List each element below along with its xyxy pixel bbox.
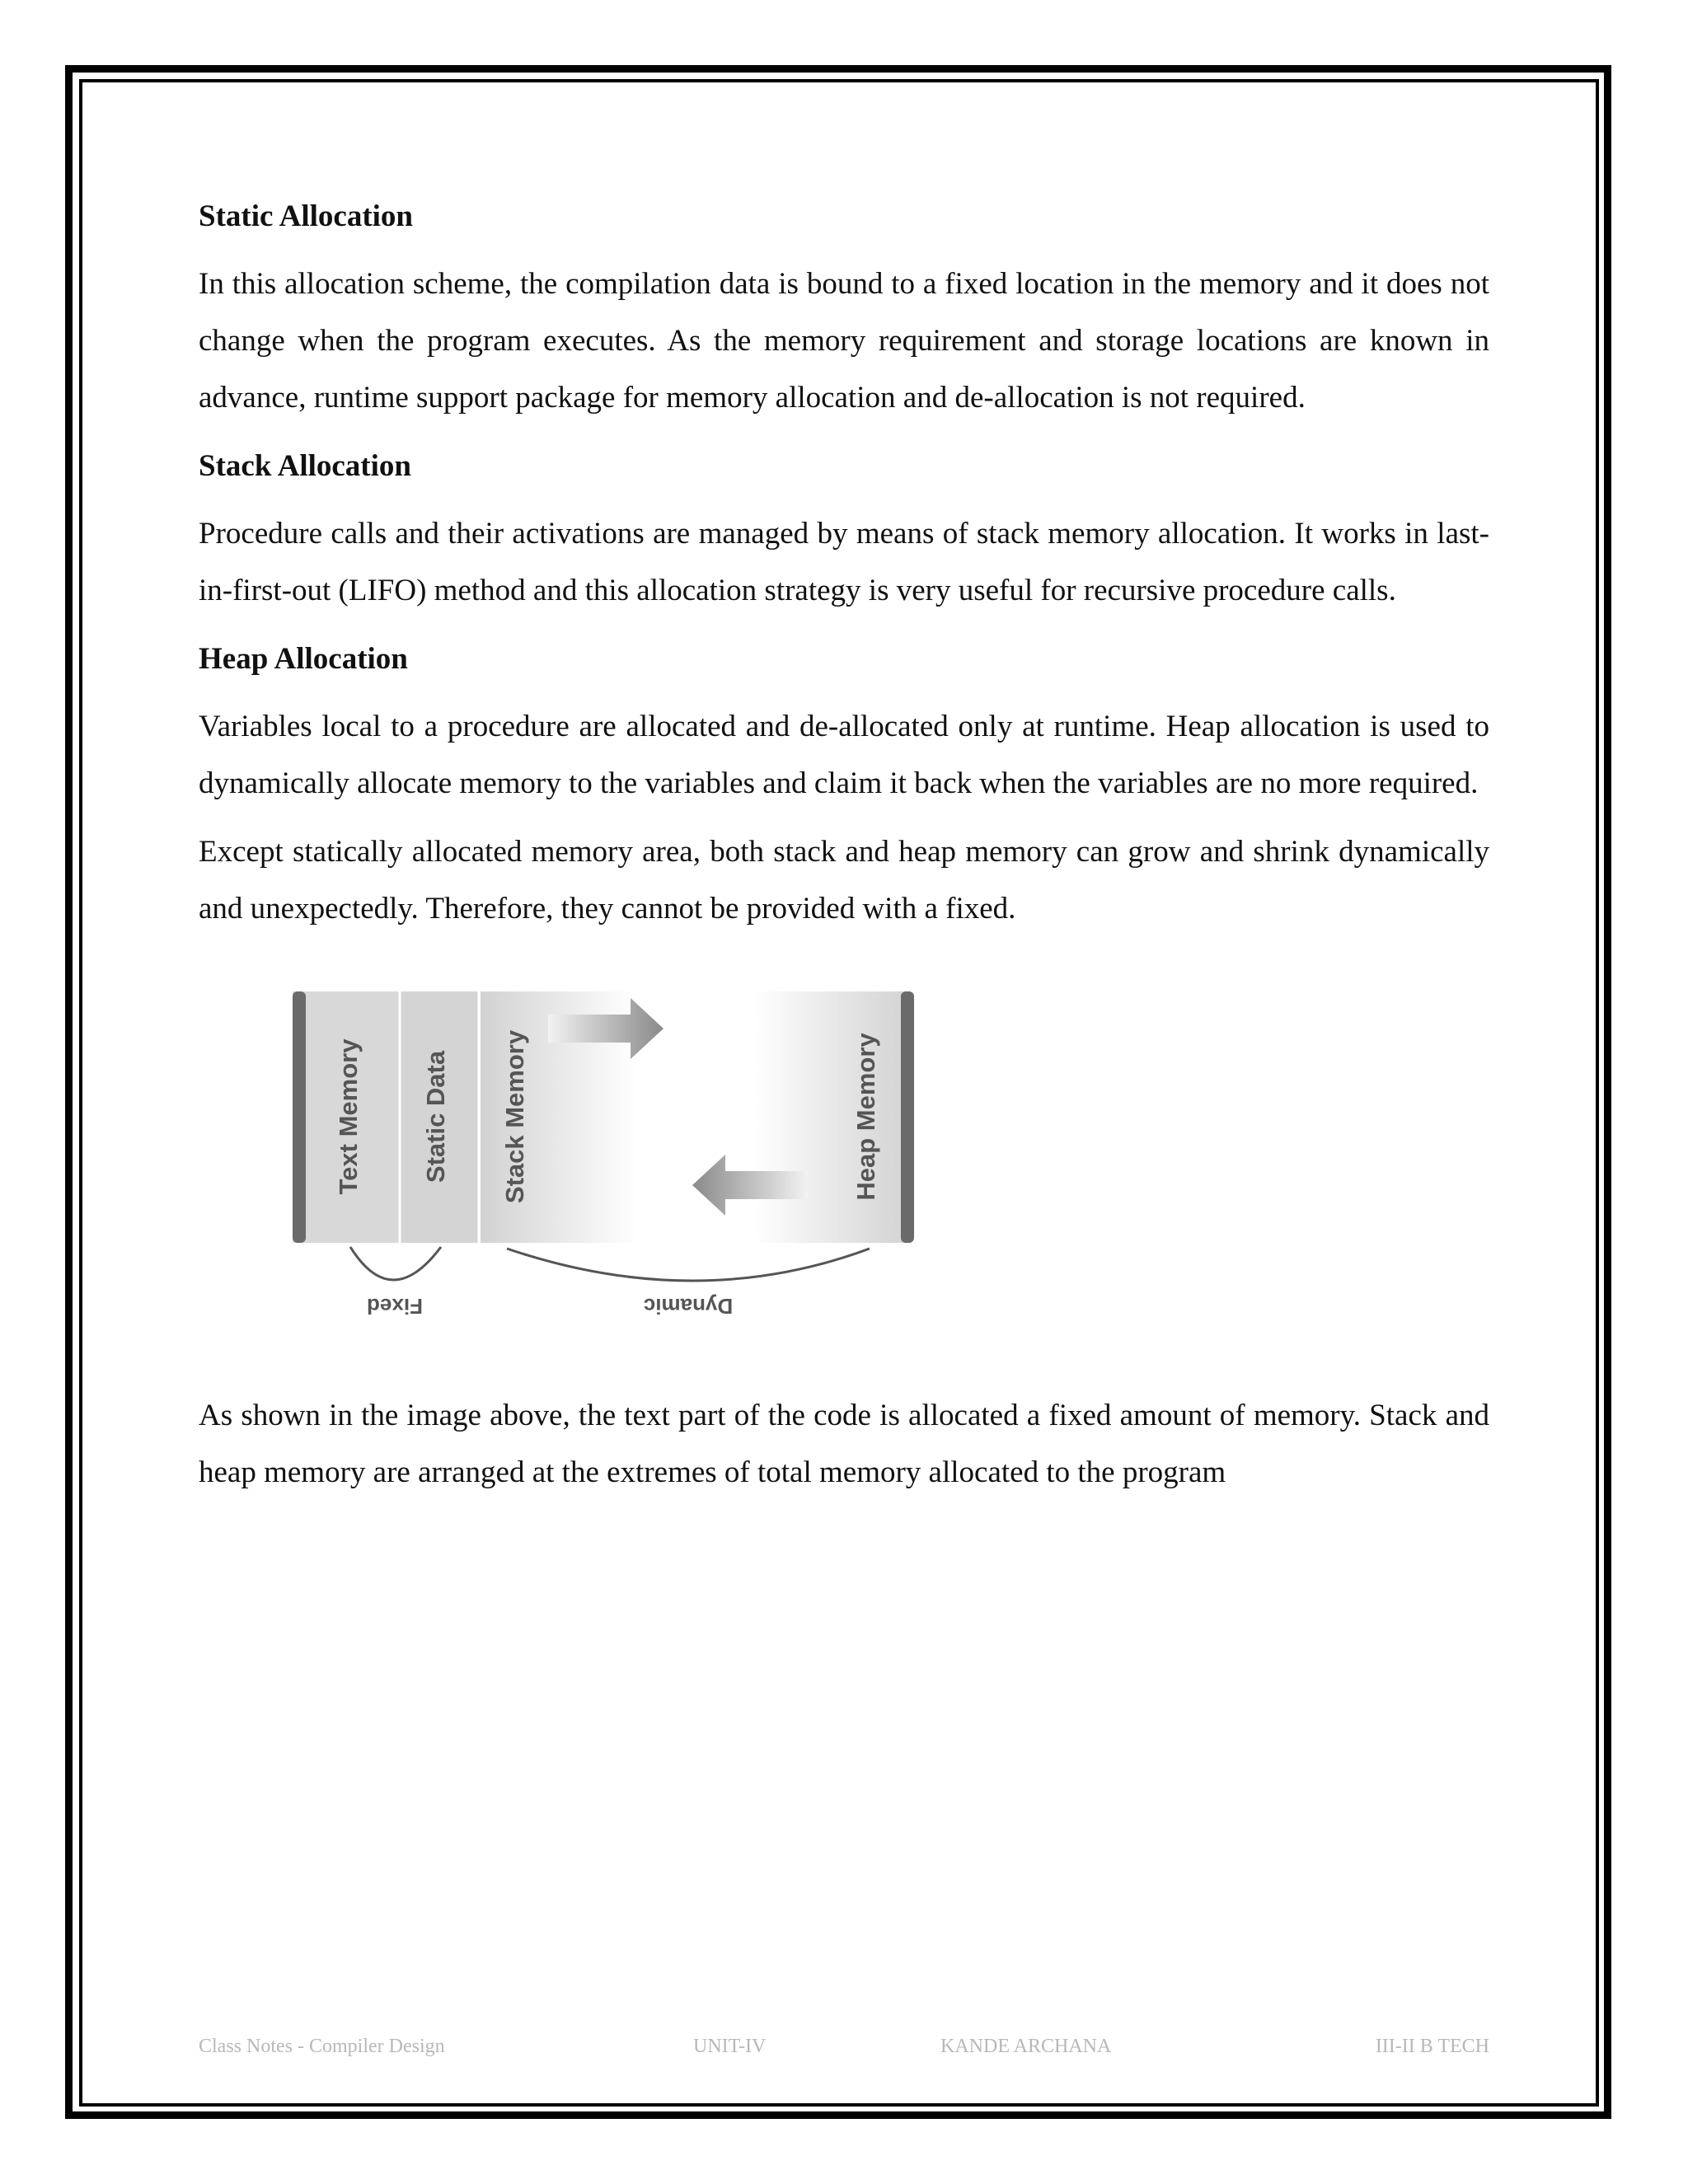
- label-fixed: Fixed: [367, 1294, 423, 1319]
- heading-heap-allocation: Heap Allocation: [199, 642, 408, 676]
- footer-unit: UNIT-IV: [693, 2036, 767, 2057]
- footer-class: III-II B TECH: [1375, 2036, 1489, 2057]
- heading-static-allocation: Static Allocation: [199, 199, 414, 233]
- footer-author: KANDE ARCHANA: [940, 2036, 1112, 2057]
- fixed-brace: [350, 1247, 441, 1280]
- dynamic-brace: [507, 1249, 870, 1281]
- paragraph-stack-allocation: Procedure calls and their activations are managed by means of stack memory allocation. It works in last-in-first-out (LIFO) method and this allocation strategy is very useful for recursive procedure calls.: [199, 517, 1489, 607]
- memory-layout-figure: [284, 983, 927, 1329]
- right-edge-bar: [901, 991, 914, 1243]
- paragraph-static-allocation: In this allocation scheme, the compilation data is bound to a fixed location in the memory and it does not change when the program executes. As the memory requirement and storage locations are known in advance, runtime support package for memory allocation and de-allocation is not required.: [199, 267, 1489, 415]
- heap-memory-block: [754, 991, 911, 1243]
- label-text-memory: Text Memory: [334, 1038, 363, 1195]
- label-static-data: Static Data: [421, 1050, 450, 1183]
- label-dynamic: Dynamic: [643, 1294, 734, 1319]
- page-footer: [199, 2036, 1489, 2060]
- paragraph-dynamic-memory: Except statically allocated memory area, both stack and heap memory can grow and shrink dynamically and unexpectedly. Therefore, they cannot be provided with a fixed.: [199, 835, 1489, 926]
- paragraph-figure-explanation: As shown in the image above, the text part of the code is allocated a fixed amount of memory. Stack and heap memory are arranged at the extremes of total memory allocated to the program: [199, 1399, 1489, 1489]
- label-heap-memory: Heap Memory: [851, 1033, 880, 1201]
- left-edge-bar: [293, 991, 306, 1243]
- document-body: [199, 188, 1489, 1512]
- label-stack-memory: Stack Memory: [500, 1029, 529, 1204]
- heading-stack-allocation: Stack Allocation: [199, 449, 411, 483]
- paragraph-heap-allocation: Variables local to a procedure are allocated and de-allocated only at runtime. Heap allocation is used to dynamically allocate memory to the variables and claim it back when the variables are no more required.: [199, 710, 1489, 800]
- footer-course: Class Notes - Compiler Design: [199, 2036, 445, 2057]
- memory-layout-diagram: [284, 983, 927, 1329]
